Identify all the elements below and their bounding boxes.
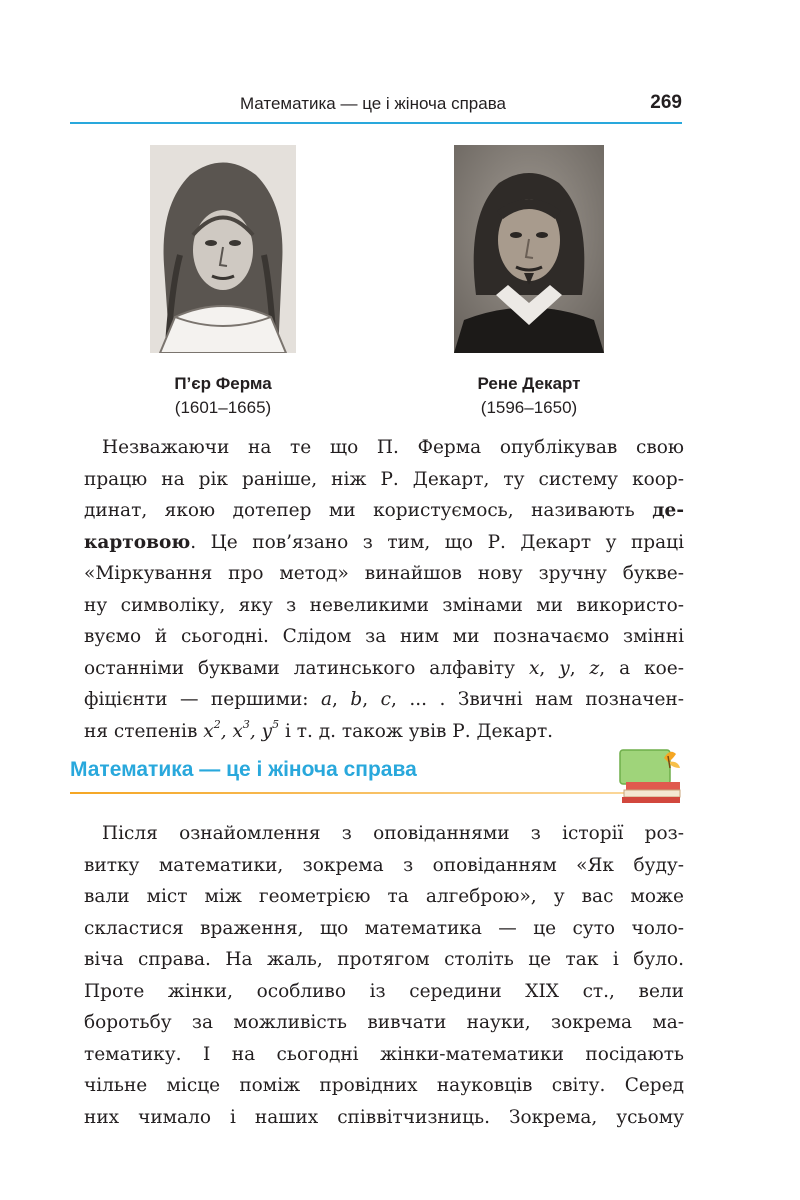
text-line: останніми буквами латинського алфавіту x, y, z, а кое- bbox=[84, 657, 684, 679]
text-line: Незважаючи на те що П. Ферма опублікував свою bbox=[102, 437, 684, 458]
fermat-portrait bbox=[150, 145, 296, 353]
section-rule bbox=[70, 792, 630, 794]
descartes-portrait bbox=[454, 145, 604, 353]
text-line: Проте жінки, особливо із середини XIX ст., вели bbox=[84, 980, 684, 1002]
text-line: скластися враження, що математика — це суто чоло- bbox=[84, 917, 684, 939]
text-line: них чимало і наших співвітчизниць. Зокрема, усьому bbox=[84, 1106, 684, 1128]
fermat-name: П’єр Ферма bbox=[174, 374, 272, 393]
text-line: чільне місце поміж провідних науковців світу. Серед bbox=[84, 1075, 684, 1096]
fermat-years: (1601–1665) bbox=[174, 398, 272, 417]
page-header bbox=[70, 92, 682, 122]
descartes-name: Рене Декарт bbox=[477, 374, 581, 393]
fermat-caption bbox=[113, 372, 333, 420]
text-line: ну символіку, яку з невеликими змінами ми використо- bbox=[84, 594, 684, 616]
math-power: $x^2$, $x^3$, $y^5$ bbox=[203, 717, 280, 742]
text-line: фіцієнти — першими: a, b, c, ... . Звичні нам позначен- bbox=[84, 689, 685, 710]
text-line: вуємо й сьогодні. Слідом за ним ми позначаємо змінні bbox=[84, 626, 684, 647]
paragraph-descartes bbox=[84, 432, 684, 747]
page-number: 269 bbox=[650, 92, 682, 113]
section-heading: Математика — це і жіноча справа bbox=[70, 758, 417, 781]
text-line: працю на рік раніше, ніж Р. Декарт, ту систему коор- bbox=[84, 468, 684, 490]
bold-term: картовою bbox=[84, 531, 191, 553]
text-line: боротьбу за можливість вивчати науки, зокрема ма- bbox=[84, 1012, 684, 1033]
text-line: віча справа. На жаль, протягом століть це так і було. bbox=[84, 949, 684, 970]
descartes-years: (1596–1650) bbox=[480, 398, 578, 417]
text-line: картовою. Це пов’язано з тим, що Р. Декарт у праці bbox=[84, 531, 684, 553]
books-icon bbox=[612, 746, 684, 804]
text-line: ня степенів $x^2$, $x^3$, $y^5$ і т. д. також увів Р. Декарт. bbox=[84, 717, 554, 742]
descartes-caption bbox=[419, 372, 639, 420]
bold-term: де- bbox=[652, 500, 684, 521]
text-line: Після ознайомлення з оповіданнями з історії роз- bbox=[102, 823, 684, 844]
paragraph-women bbox=[84, 818, 684, 1133]
header-rule bbox=[70, 122, 682, 124]
text-line: вали міст між геометрією та алгеброю», у вас може bbox=[84, 886, 684, 907]
running-title: Математика — це і жіноча справа bbox=[239, 94, 506, 113]
text-line: «Міркування про метод» винайшов нову зручну букве- bbox=[84, 563, 684, 584]
text-line: динат, якою дотепер ми користуємось, називають де- bbox=[84, 500, 684, 521]
text-line: тематику. І на сьогодні жінки-математики посідають bbox=[84, 1043, 684, 1065]
text-line: витку математики, зокрема з оповіданням «Як буду- bbox=[84, 854, 684, 876]
